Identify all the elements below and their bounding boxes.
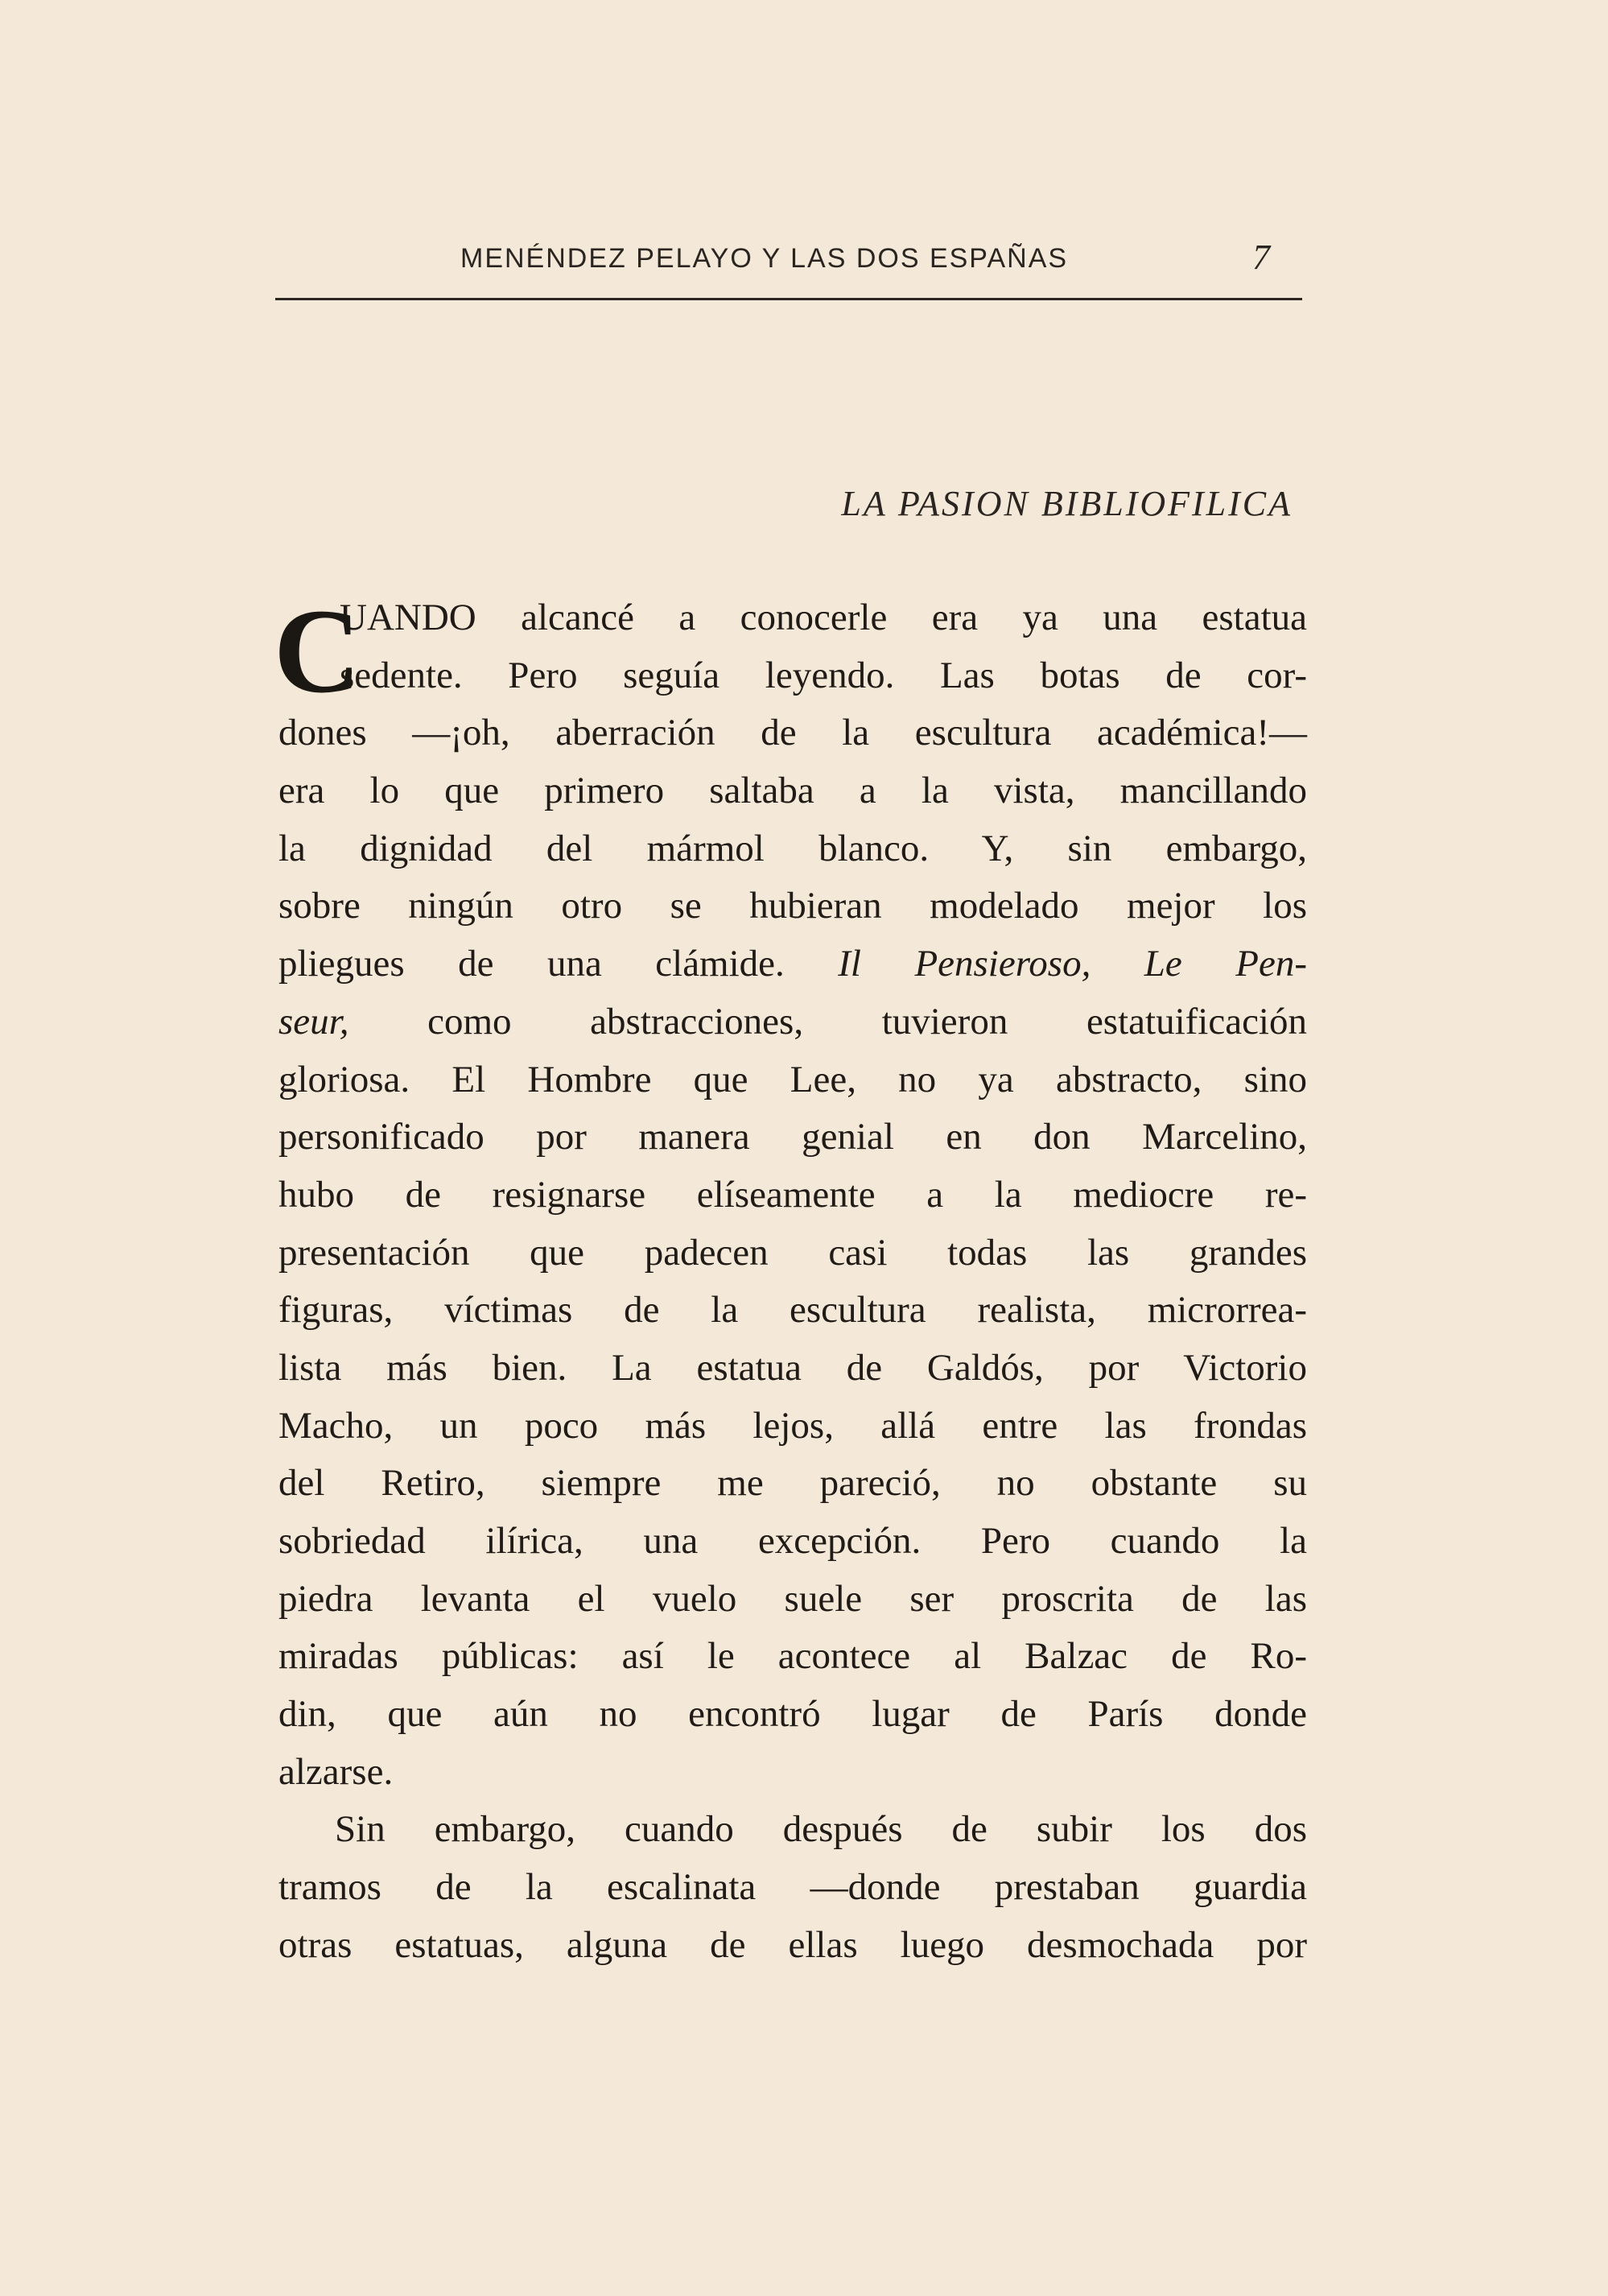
text-line: lista más bien. La estatua de Galdós, por Victorio xyxy=(278,1346,1307,1389)
text-line xyxy=(278,589,1307,647)
text-line: dones —¡oh, aberración de la escultura académica!— xyxy=(278,712,1307,754)
text-line: sobriedad ilírica, una excepción. Pero cuando la xyxy=(278,1520,1307,1562)
text-line: sedente. Pero seguía leyendo. Las botas de cor- xyxy=(340,654,1307,696)
text-line: figuras, víctimas de la escultura realista, microrrea- xyxy=(278,1289,1307,1332)
text-line: gloriosa. El Hombre que Lee, no ya abstracto, sino xyxy=(278,1058,1307,1101)
running-head xyxy=(275,237,1302,282)
text-line: tramos de la escalinata —donde prestaban guardia xyxy=(278,1866,1307,1909)
text-line: otras estatuas, alguna de ellas luego desmochada por xyxy=(278,1923,1307,1966)
header-rule xyxy=(275,298,1302,300)
text-line: sobre ningún otro se hubieran modelado mejor los xyxy=(278,885,1307,927)
text-line: miradas públicas: así le acontece al Balzac de Ro- xyxy=(278,1635,1307,1678)
text-line: era lo que primero saltaba a la vista, mancillando xyxy=(278,770,1307,812)
text-line: piedra levanta el vuelo suele ser proscrita de las xyxy=(278,1577,1307,1620)
section-title: LA PASION BIBLIOFILICA xyxy=(841,484,1293,523)
paragraph-2 xyxy=(278,1801,1307,1974)
paragraph-1 xyxy=(278,589,1307,1801)
text-line: Macho, un poco más lejos, allá entre las frondas xyxy=(278,1404,1307,1447)
italic-title: Il Pensieroso, Le Pen- xyxy=(838,943,1307,985)
italic-title: seur, xyxy=(278,1000,349,1043)
text-line xyxy=(278,993,1307,1051)
text-line: la dignidad del mármol blanco. Y, sin embargo, xyxy=(278,827,1307,869)
text-line: personificado por manera genial en don Marcelino, xyxy=(278,1116,1307,1158)
text-fragment: pliegues de una clámide. xyxy=(278,943,839,985)
running-head-title: MENÉNDEZ PELAYO Y LAS DOS ESPAÑAS xyxy=(460,243,1069,274)
text-line xyxy=(278,935,1307,993)
text-line: del Retiro, siempre me pareció, no obstante su xyxy=(278,1462,1307,1505)
page-number: 7 xyxy=(1252,237,1270,277)
body-text xyxy=(274,584,1307,1975)
text-line: Sin embargo, cuando después de subir los dos xyxy=(335,1808,1307,1851)
text-fragment: alcancé a conocerle era ya una estatua xyxy=(476,597,1307,638)
text-line: alzarse. xyxy=(278,1750,394,1793)
text-fragment: como abstracciones, tuvieron estatuificación xyxy=(348,1000,1307,1043)
drop-cap: C xyxy=(274,584,361,718)
text-line: din, que aún no encontró lugar de París donde xyxy=(278,1693,1307,1736)
text-line: presentación que padecen casi todas las grandes xyxy=(278,1231,1307,1274)
small-caps-opening: UANDO xyxy=(340,597,476,638)
text-line: hubo de resignarse elíseamente a la mediocre re- xyxy=(278,1173,1307,1216)
